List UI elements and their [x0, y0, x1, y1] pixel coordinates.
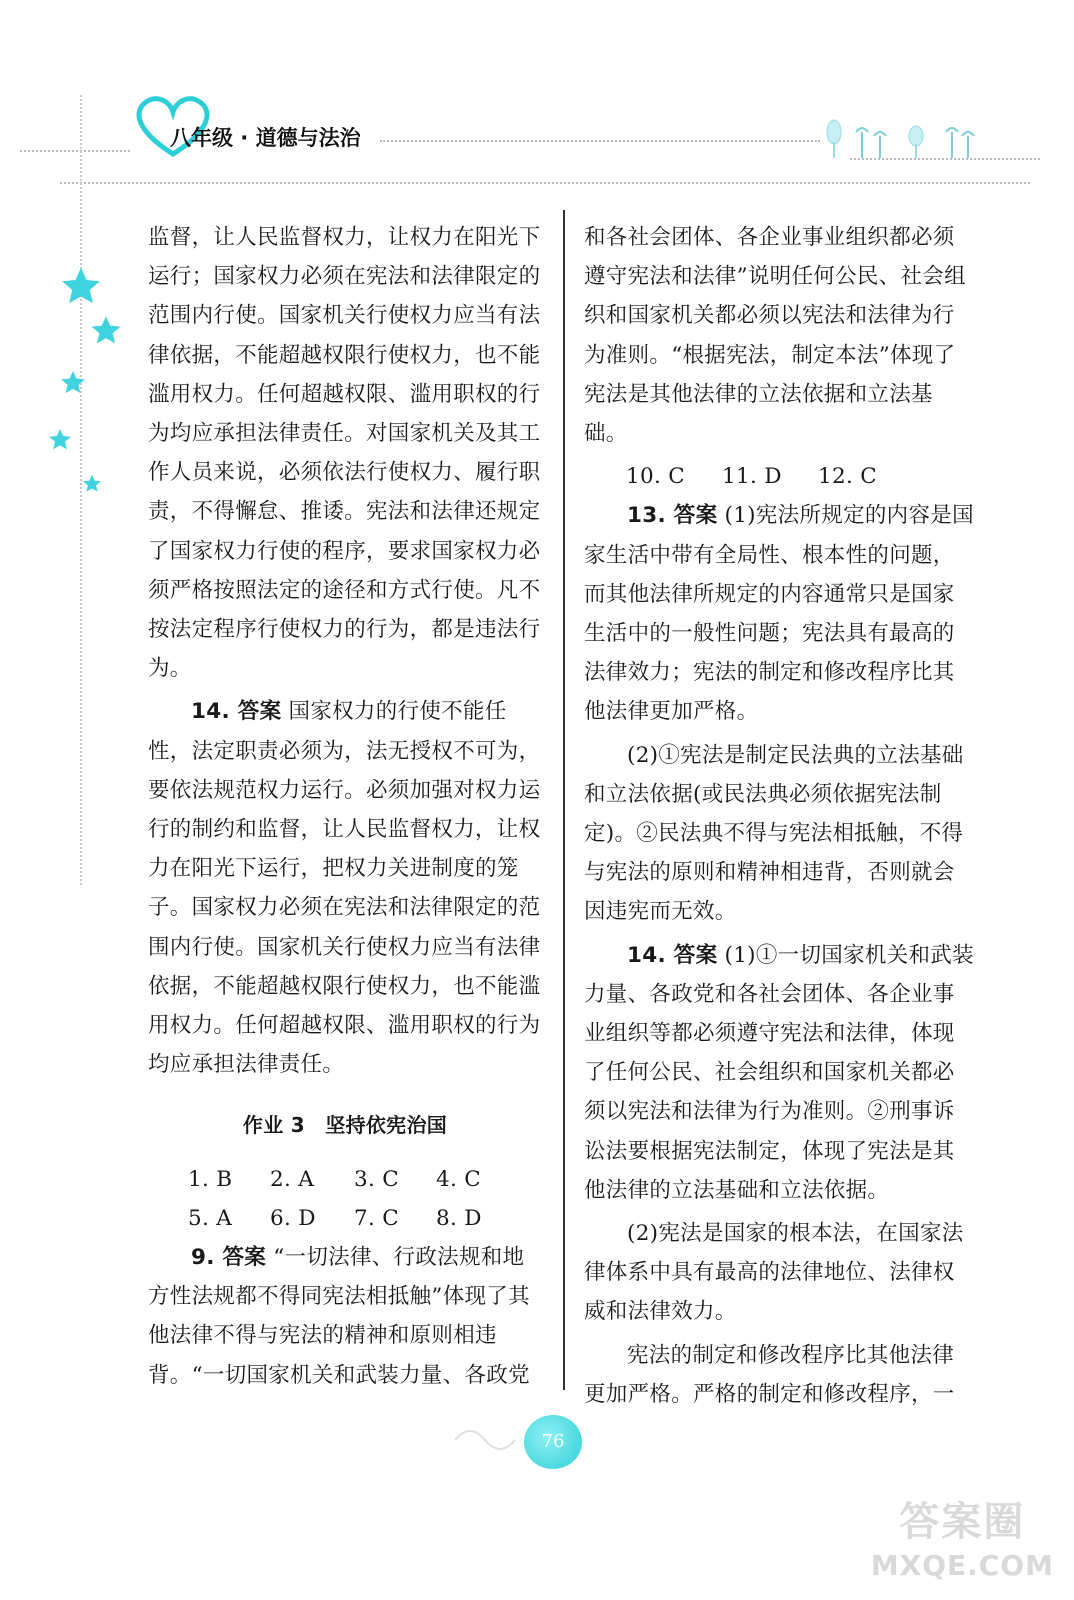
right-column	[584, 218, 974, 1414]
answers-row-1	[148, 1160, 542, 1199]
q14-right-answer	[584, 936, 974, 1210]
answer-item: 6. D	[270, 1205, 316, 1231]
answer-item: 2. A	[270, 1166, 315, 1192]
answer-item: 1. B	[188, 1166, 233, 1192]
q14-label: 14. 答案	[191, 699, 282, 725]
answers-row-3	[584, 457, 974, 496]
q13-answer	[584, 496, 974, 731]
q14-answer	[148, 692, 542, 1084]
plant-decoration-icon	[818, 112, 988, 160]
column-divider	[563, 210, 565, 1390]
answer-item: 11. D	[722, 464, 782, 490]
header-title: 八年级 · 道德与法治	[170, 126, 361, 150]
answers-row-2	[148, 1199, 542, 1238]
header-dotted-line-left	[20, 150, 130, 152]
answer-item: 12. C	[818, 464, 877, 490]
right-paragraph-1: 和各社会团体、各企业事业组织都必须遵守宪法和法律”说明任何公民、社会组织和国家机关都必须以宪法和法律为行为准则。“根据宪法，制定本法”体现了宪法是其他法律的立法依据和立法基础。	[584, 225, 966, 447]
q9-answer	[148, 1238, 542, 1395]
answer-item: 7. C	[354, 1205, 399, 1231]
q14-part2: (2)宪法是国家的根本法，在国家法律体系中具有最高的法律地位、法律权威和法律效力。	[584, 1221, 964, 1325]
header-dotted-line-lower	[60, 182, 1030, 184]
q14-text: 国家权力的行使不能任性，法定职责必须为，法无授权不可为，要依法规范权力运行。必须加强对权力运行的制约和监督，让人民监督权力，让权力在阳光下运行，把权力关进制度的笼子。国家权力必须在宪法和法律限定的范围内行使。国家机关行使权力应当有法律依据，不能超越权限行使权力，也不能滥用权力。任何超越权限、滥用职权的行为均应承担法律责任。	[148, 699, 541, 1078]
q14-part3: 宪法的制定和修改程序比其他法律更加严格。严格的制定和修改程序，一	[584, 1342, 955, 1407]
watermark-line2: MXQE.COM	[870, 1549, 1054, 1582]
star-icon	[60, 266, 102, 308]
page-number: 76	[524, 1415, 582, 1469]
q13-part2: (2)①宪法是制定民法典的立法基础和立法依据(或民法典必须依据宪法制定)。②民法典不得与宪法相抵触，不得与宪法的原则和精神相违背，否则就会因违宪而无效。	[584, 742, 964, 925]
q13-label: 13. 答案	[627, 503, 718, 529]
answer-item: 4. C	[436, 1166, 481, 1192]
answer-item: 5. A	[188, 1205, 233, 1231]
left-paragraph-1: 监督，让人民监督权力，让权力在阳光下运行；国家权力必须在宪法和法律限定的范围内行使。国家机关行使权力应当有法律依据，不能超越权限行使权力，也不能滥用权力。任何超越权限、滥用职权的行为均应承担法律责任。对国家机关及其工作人员来说，必须依法行使权力、履行职责，不得懈怠、推诿。宪法和法律还规定了国家权力行使的程序，要求国家权力必须严格按照法定的途径和方式行使。凡不按法定程序行使权力的行为，都是违法行为。	[148, 225, 541, 682]
answer-item: 3. C	[354, 1166, 399, 1192]
star-icon	[90, 315, 122, 347]
watermark-line1: 答案圈	[899, 1499, 1026, 1545]
q9-label: 9. 答案	[191, 1245, 267, 1271]
header-dotted-line	[380, 140, 820, 142]
section-title: 作业 3 坚持依宪治国	[242, 1113, 448, 1138]
q9-text: “一切法律、行政法规和地方性法规都不得同宪法相抵触”体现了其他法律不得与宪法的精神和原则相违背。“一切国家机关和武装力量、各政党	[148, 1245, 530, 1388]
watermark-logo	[871, 1500, 1054, 1588]
answer-item: 10. C	[626, 464, 685, 490]
star-icon	[48, 428, 72, 452]
star-icon	[82, 474, 102, 494]
q14-right-label: 14. 答案	[627, 942, 718, 968]
answer-item: 8. D	[436, 1205, 482, 1231]
page-number-decoration-icon	[450, 1420, 530, 1460]
q14-right-text: (1)①一切国家机关和武装力量、各政党和各社会团体、各企业事业组织等都必须遵守宪法和法律，体现了任何公民、社会组织和国家机关都必须以宪法和法律为行为准则。②刑事诉讼法要根据宪法制定，体现了宪法是其他法律的立法基础和立法依据。	[584, 942, 974, 1203]
q13-text: (1)宪法所规定的内容是国家生活中带有全局性、根本性的问题，而其他法律所规定的内容通常只是国家生活中的一般性问题；宪法具有最高的法律效力；宪法的制定和修改程序比其他法律更加严格。	[584, 503, 974, 725]
left-column	[148, 218, 542, 1395]
star-icon	[60, 370, 86, 396]
